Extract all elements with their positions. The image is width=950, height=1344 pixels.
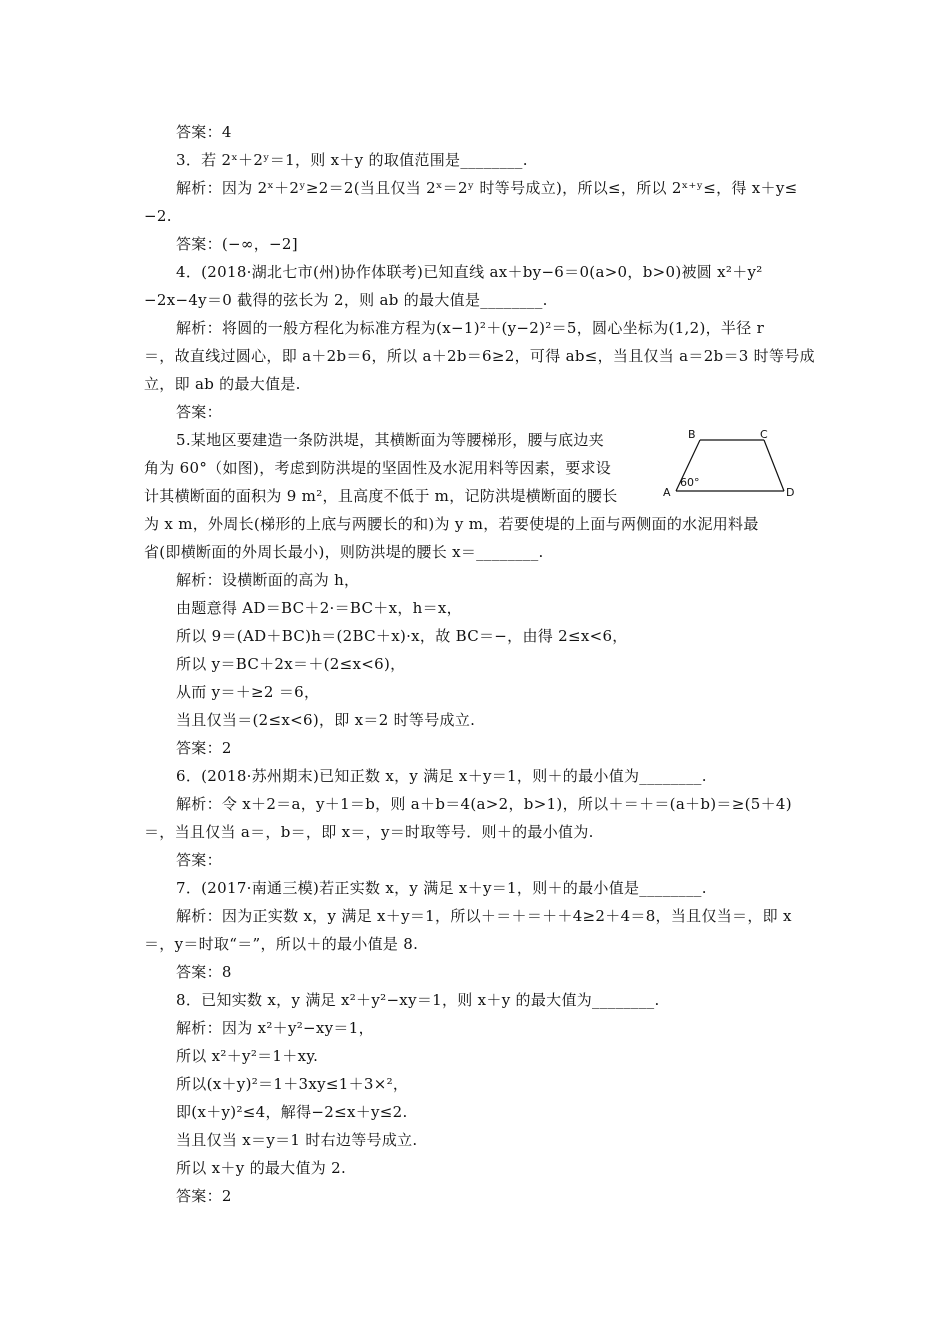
text-line: 省(即横断面的外周长最小)，则防洪堤的腰长 x＝________. bbox=[144, 543, 544, 561]
text-line: 6．(2018·苏州期末)已知正数 x，y 满足 x＋y＝1，则＋的最小值为________. bbox=[176, 767, 707, 785]
text-line: 答案：2 bbox=[176, 739, 232, 757]
vertex-label-c: C bbox=[760, 430, 768, 441]
text-line: 立，即 ab 的最大值是. bbox=[144, 375, 301, 393]
text-line: 答案：8 bbox=[176, 963, 232, 981]
vertex-label-d: D bbox=[786, 486, 795, 499]
text-line: 为 x m，外周长(梯形的上底与两腰长的和)为 y m，若要使堤的上面与两侧面的水泥用料最 bbox=[144, 515, 759, 533]
text-line: 答案：4 bbox=[176, 123, 232, 141]
text-line: 由题意得 AD＝BC＋2·＝BC＋x，h＝x， bbox=[176, 599, 462, 617]
text-line: ＝，故直线过圆心，即 a＋2b＝6，所以 a＋2b＝6≥2，可得 ab≤，当且仅当 a＝2b＝3 时等号成 bbox=[144, 347, 815, 365]
trapezoid-figure bbox=[660, 430, 800, 500]
text-line: 解析：令 x＋2＝a，y＋1＝b，则 a＋b＝4(a>2，b>1)，所以＋＝＋＝(a＋b)＝≥(5＋4) bbox=[176, 795, 792, 813]
text-line: ＝，y＝时取“＝”，所以＋的最小值是 8. bbox=[144, 935, 419, 953]
text-line: 3．若 2ˣ＋2ʸ＝1，则 x＋y 的取值范围是________. bbox=[176, 151, 528, 169]
text-line: 即(x＋y)²≤4，解得−2≤x＋y≤2. bbox=[176, 1103, 408, 1121]
text-line: 4．(2018·湖北七市(州)协作体联考)已知直线 ax＋by−6＝0(a>0，b>0)被圆 x²＋y² bbox=[176, 263, 763, 281]
text-line: 5.某地区要建造一条防洪堤，其横断面为等腰梯形，腰与底边夹 bbox=[176, 431, 605, 449]
text-line: 8．已知实数 x，y 满足 x²＋y²−xy＝1，则 x＋y 的最大值为________. bbox=[176, 991, 660, 1009]
text-line: 7．(2017·南通三模)若正实数 x，y 满足 x＋y＝1，则＋的最小值是________. bbox=[176, 879, 707, 897]
text-line: 解析：设横断面的高为 h， bbox=[176, 571, 360, 589]
text-line: 从而 y＝＋≥2 ＝6， bbox=[176, 683, 320, 701]
text-line: −2. bbox=[144, 207, 172, 225]
text-line: 所以 x＋y 的最大值为 2. bbox=[176, 1159, 347, 1177]
text-line: 答案： bbox=[176, 851, 222, 869]
vertex-label-b: B bbox=[688, 430, 696, 441]
angle-label: 60° bbox=[680, 476, 700, 489]
text-line: 所以(x＋y)²＝1＋3xy≤1＋3×²， bbox=[176, 1075, 409, 1093]
text-line: 解析：因为 x²＋y²−xy＝1， bbox=[176, 1019, 374, 1037]
text-line: 答案：2 bbox=[176, 1187, 232, 1205]
vertex-label-a: A bbox=[663, 486, 671, 499]
text-line: 解析：因为 2ˣ＋2ʸ≥2＝2(当且仅当 2ˣ＝2ʸ 时等号成立)，所以≤，所以 2ˣ⁺ʸ≤，得 x＋y≤ bbox=[176, 179, 798, 197]
text-line: 当且仅当 x＝y＝1 时右边等号成立. bbox=[176, 1131, 418, 1149]
text-line: 答案：(−∞，−2] bbox=[176, 235, 298, 253]
text-line: 所以 y＝BC＋2x＝＋(2≤x<6)， bbox=[176, 655, 406, 673]
text-line: 角为 60°（如图)，考虑到防洪堤的坚固性及水泥用料等因素，要求设 bbox=[144, 459, 612, 477]
text-line: 计其横断面的面积为 9 m²，且高度不低于 m，记防洪堤横断面的腰长 bbox=[144, 487, 618, 505]
trapezoid-right-leg bbox=[764, 440, 784, 491]
text-line: ＝，当且仅当 a＝，b＝，即 x＝，y＝时取等号．则＋的最小值为. bbox=[144, 823, 594, 841]
text-line: 所以 x²＋y²＝1＋xy. bbox=[176, 1047, 319, 1065]
text-line: 解析：因为正实数 x，y 满足 x＋y＝1，所以＋＝＋＝＋＋4≥2＋4＝8，当且仅当＝，即 x bbox=[176, 907, 792, 925]
text-line: 当且仅当＝(2≤x<6)，即 x＝2 时等号成立. bbox=[176, 711, 476, 729]
text-line: 所以 9＝(AD＋BC)h＝(2BC＋x)·x，故 BC＝−，由得 2≤x<6， bbox=[176, 627, 628, 645]
text-line: −2x−4y＝0 截得的弦长为 2，则 ab 的最大值是________. bbox=[144, 291, 548, 309]
text-line: 解析：将圆的一般方程化为标准方程为(x−1)²＋(y−2)²＝5，圆心坐标为(1,2)，半径 r bbox=[176, 319, 765, 337]
text-line: 答案： bbox=[176, 403, 222, 421]
